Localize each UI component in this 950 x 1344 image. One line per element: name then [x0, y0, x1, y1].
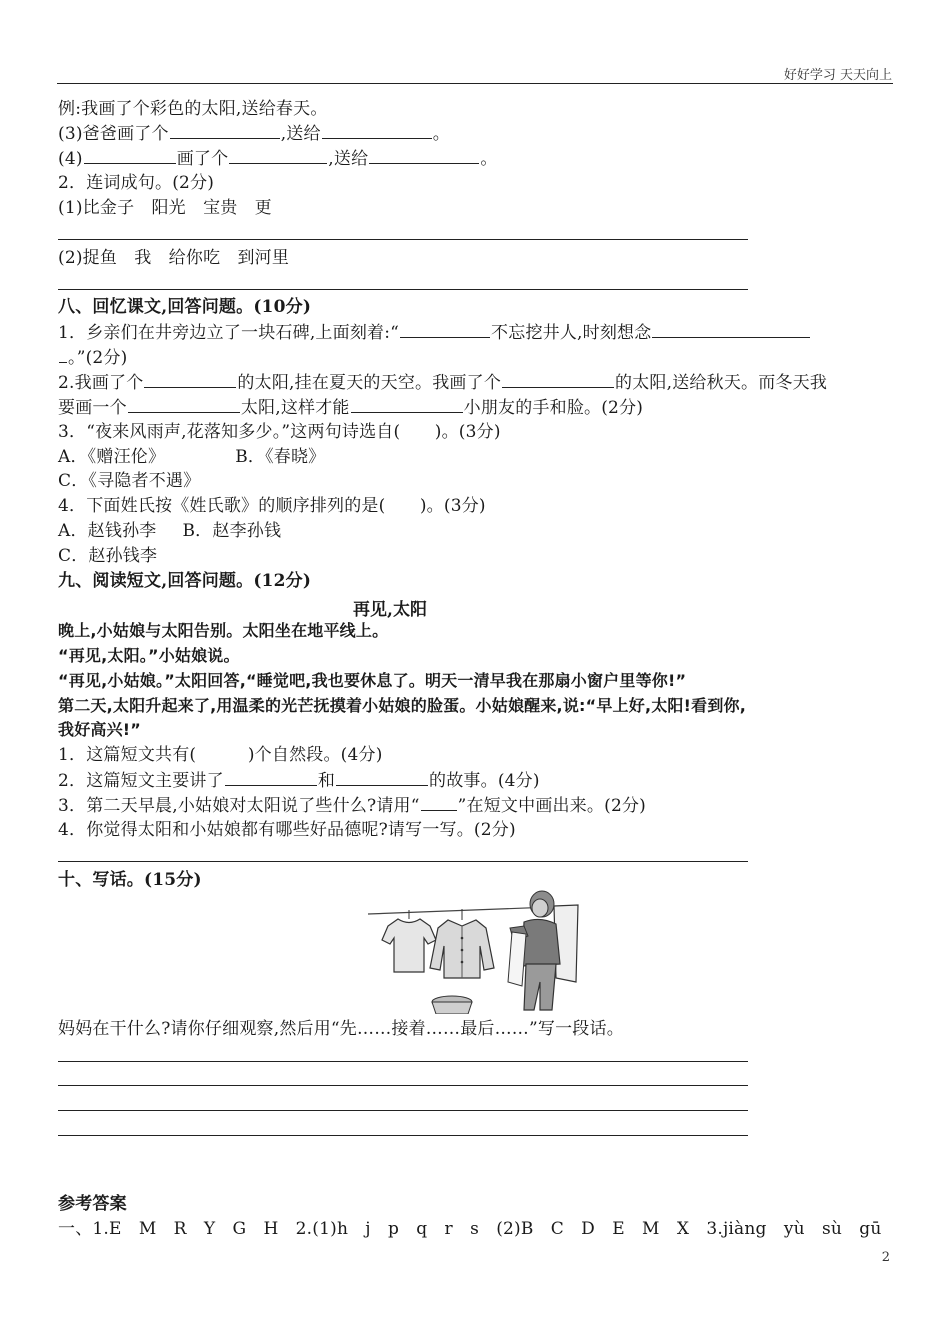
- writing-line[interactable]: [58, 1110, 748, 1111]
- answers-line-1: 一、1.E M R Y G H 2.(1)h j p q r s (2)B C D E M X 3.jiàng yù sù gū: [58, 1219, 882, 1239]
- writing-line[interactable]: [58, 861, 748, 862]
- header-rule: [57, 83, 893, 84]
- answer-blank[interactable]: [128, 396, 240, 413]
- answer-blank[interactable]: [59, 346, 67, 363]
- connect-words-1: (1)比金子 阳光 宝贵 更: [58, 198, 272, 218]
- writing-line[interactable]: [58, 289, 748, 290]
- question-8-4: 4．下面姓氏按《姓氏歌》的顺序排列的是( )。(3分): [58, 496, 486, 516]
- question-8-1: 1．乡亲们在井旁边立了一块石碑,上面刻着:“ 不忘挖井人,时刻想念: [58, 321, 811, 344]
- writing-line[interactable]: [58, 1135, 748, 1136]
- option-c[interactable]: C．赵孙钱李: [58, 546, 158, 566]
- question-8-2: 2.我画了个 的太阳,挂在夏天的天空。我画了个 的太阳,送给秋天。而冬天我: [58, 373, 828, 393]
- question-8-1-cont: 。”(2分): [58, 346, 127, 369]
- answer-blank[interactable]: [336, 769, 428, 786]
- question-9-4: 4．你觉得太阳和小姑娘都有哪些好品德呢?请写一写。(2分): [58, 820, 516, 840]
- question-8-2-cont: 要画一个 太阳,这样才能 小朋友的手和脸。(2分): [58, 398, 644, 418]
- laundry-basket-icon: [432, 996, 472, 1014]
- example-sentence: 例:我画了个彩色的太阳,送给春天。: [58, 99, 328, 119]
- writing-prompt: 妈妈在干什么?请你仔细观察,然后用“先……接着……最后……”写一段话。: [58, 1019, 624, 1039]
- question-9-3: 3．第二天早晨,小姑娘对太阳说了些什么?请用“ ”在短文中画出来。(2分): [58, 796, 646, 816]
- story-title: 再见,太阳: [353, 600, 427, 620]
- answer-blank[interactable]: [351, 396, 463, 413]
- story-paragraph-2: “再见,太阳。”小姑娘说。: [58, 646, 240, 665]
- option-c[interactable]: C．《寻隐者不遇》: [58, 471, 201, 491]
- question-9-1: 1．这篇短文共有( )个自然段。(4分): [58, 745, 383, 765]
- answer-blank[interactable]: [652, 321, 810, 338]
- header-motto: 好好学习 天天向上: [783, 68, 892, 83]
- story-paragraph-3: “再见,小姑娘。”太阳回答,“睡觉吧,我也要休息了。明天一清早我在那扇小窗户里等你!”: [58, 671, 687, 690]
- answer-blank[interactable]: [225, 769, 317, 786]
- writing-line[interactable]: [58, 1061, 748, 1062]
- answer-blank[interactable]: [144, 371, 236, 388]
- question-8-3: 3．“夜来风雨声,花落知多少。”这两句诗选自( )。(3分): [58, 422, 501, 442]
- answer-blank[interactable]: [170, 122, 280, 139]
- question-8-3-options: [58, 446, 325, 468]
- section-10-title: 十、写话。(15分): [58, 870, 202, 890]
- question-7-1-3: (3)爸爸画了个 ,送给 。: [58, 124, 450, 144]
- story-paragraph-4: 第二天,太阳升起来了,用温柔的光芒抚摸着小姑娘的脸蛋。小姑娘醒来,说:“早上好,太阳!看到你,: [58, 696, 747, 715]
- story-paragraph-4-cont: 我好高兴!”: [58, 720, 142, 739]
- writing-line[interactable]: [58, 1085, 748, 1086]
- option-a[interactable]: A．赵钱孙李: [58, 521, 157, 541]
- question-7-2: 2．连词成句。(2分): [58, 173, 215, 193]
- underline-mark: [421, 794, 457, 811]
- answer-blank[interactable]: [502, 371, 614, 388]
- question-8-4-options: [58, 520, 281, 542]
- answer-blank[interactable]: [322, 122, 432, 139]
- answer-blank[interactable]: [229, 147, 327, 164]
- writing-line[interactable]: [58, 239, 748, 240]
- question-7-1-4: (4) 画了个 ,送给 。: [58, 149, 498, 169]
- option-a[interactable]: A．《赠汪伦》: [58, 447, 166, 467]
- section-8-title: 八、回忆课文,回答问题。(10分): [58, 297, 312, 317]
- option-b[interactable]: B．《春晓》: [235, 447, 326, 467]
- connect-words-2: (2)捉鱼 我 给你吃 到河里: [58, 248, 290, 268]
- answers-title: 参考答案: [58, 1194, 127, 1214]
- section-9-title: 九、阅读短文,回答问题。(12分): [58, 571, 312, 591]
- answer-blank[interactable]: [400, 321, 490, 338]
- answer-blank[interactable]: [369, 147, 479, 164]
- question-9-2: 2．这篇短文主要讲了 和 的故事。(4分): [58, 771, 540, 791]
- option-b[interactable]: B．赵李孙钱: [182, 521, 282, 541]
- answer-blank[interactable]: [84, 147, 176, 164]
- mother-hanging-laundry-illustration: [364, 886, 584, 1014]
- page-number: 2: [881, 1250, 890, 1265]
- story-paragraph-1: 晚上,小姑娘与太阳告别。太阳坐在地平线上。: [58, 621, 389, 640]
